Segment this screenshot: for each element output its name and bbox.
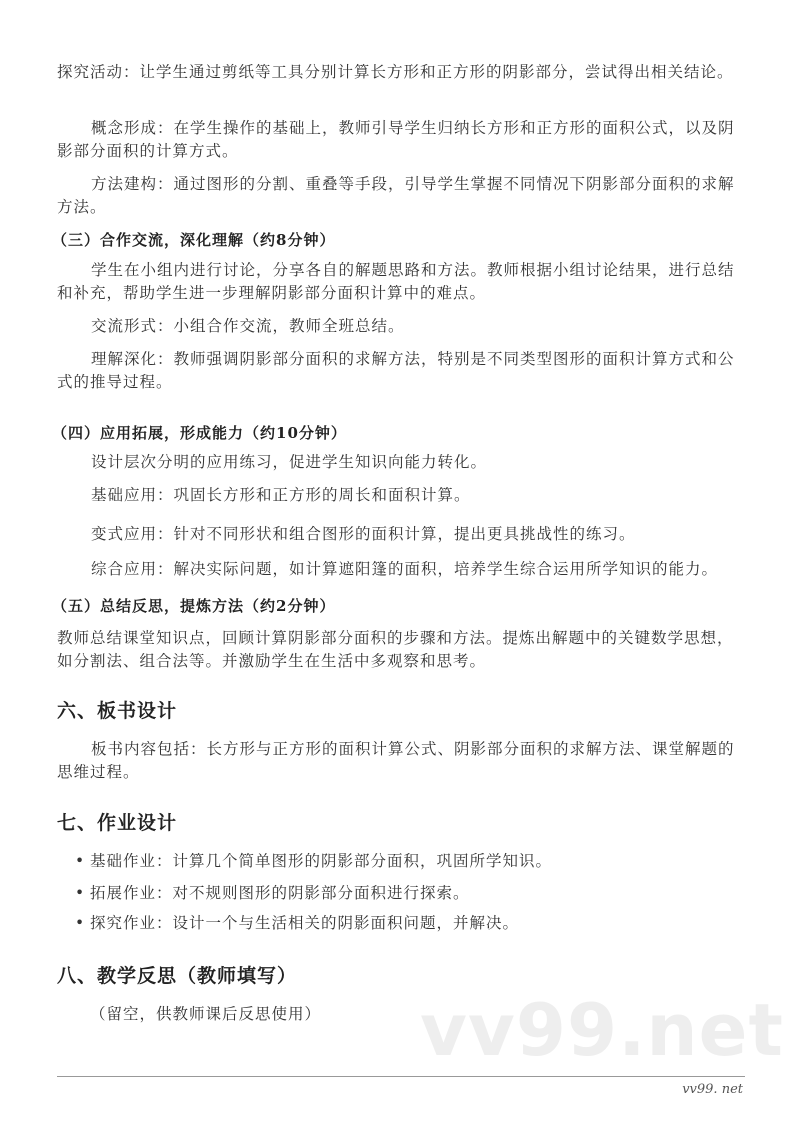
paragraph-practice: 设计层次分明的应用练习，促进学生知识向能力转化。 <box>91 453 488 471</box>
paragraph-variant: 变式应用：针对不同形状和组合图形的面积计算，提出更具挑战性的练习。 <box>91 525 636 543</box>
watermark: vv99.net <box>420 988 784 1072</box>
document-body <box>52 61 747 1026</box>
list-item <box>57 882 470 905</box>
paragraph-summary: 教师总结课堂知识点，回顾计算阴影部分面积的步骤和方法。提炼出解题中的关键数学思想，如分割法、组合法等。并激励学生在生活中多观察和思考。 <box>57 629 734 670</box>
paragraph-discussion: 学生在小组内进行讨论，分享各自的解题思路和方法。教师根据小组讨论结果，进行总结和补充，帮助学生进一步理解阴影部分面积计算中的难点。 <box>57 261 735 302</box>
paragraph-exchange: 交流形式：小组合作交流，教师全班总结。 <box>91 317 405 335</box>
list-item-text: 基础作业：计算几个简单图形的阴影部分面积，巩固所学知识。 <box>90 852 553 870</box>
paragraph-inquiry: 探究活动：让学生通过剪纸等工具分别计算长方形和正方形的阴影部分，尝试得出相关结论。 <box>57 63 734 81</box>
paragraph-comprehensive: 综合应用：解决实际问题，如计算遮阳篷的面积，培养学生综合运用所学知识的能力。 <box>91 560 719 578</box>
section-heading-4: （四）应用拓展，形成能力（约10分钟） <box>52 424 347 442</box>
list-item <box>57 912 519 935</box>
paragraph-blackboard: 板书内容包括：长方形与正方形的面积计算公式、阴影部分面积的求解方法、课堂解题的思维过程。 <box>57 740 735 781</box>
section-heading-5: （五）总结反思，提炼方法（约2分钟） <box>52 597 336 615</box>
heading-homework: 七、作业设计 <box>57 812 178 834</box>
list-item-text: 拓展作业：对不规则图形的阴影部分面积进行探索。 <box>90 884 470 902</box>
reflection-note: （留空，供教师课后反思使用） <box>90 1005 322 1023</box>
heading-reflection: 八、教学反思（教师填写） <box>57 965 298 987</box>
footer-site: vv99. net <box>682 1082 743 1097</box>
list-item-text: 探究作业：设计一个与生活相关的阴影面积问题，并解决。 <box>90 914 520 932</box>
list-item <box>57 850 552 873</box>
section-heading-3: （三）合作交流，深化理解（约8分钟） <box>52 231 336 249</box>
heading-blackboard: 六、板书设计 <box>57 700 178 722</box>
paragraph-concept: 概念形成：在学生操作的基础上，教师引导学生归纳长方形和正方形的面积公式，以及阴影部分面积的计算方式。 <box>57 119 735 160</box>
paragraph-basic: 基础应用：巩固长方形和正方形的周长和面积计算。 <box>91 486 471 504</box>
footer-divider <box>57 1076 745 1077</box>
paragraph-deepen: 理解深化：教师强调阴影部分面积的求解方法，特别是不同类型图形的面积计算方式和公式的推导过程。 <box>57 350 735 391</box>
paragraph-method: 方法建构：通过图形的分割、重叠等手段，引导学生掌握不同情况下阴影部分面积的求解方法。 <box>57 175 735 216</box>
